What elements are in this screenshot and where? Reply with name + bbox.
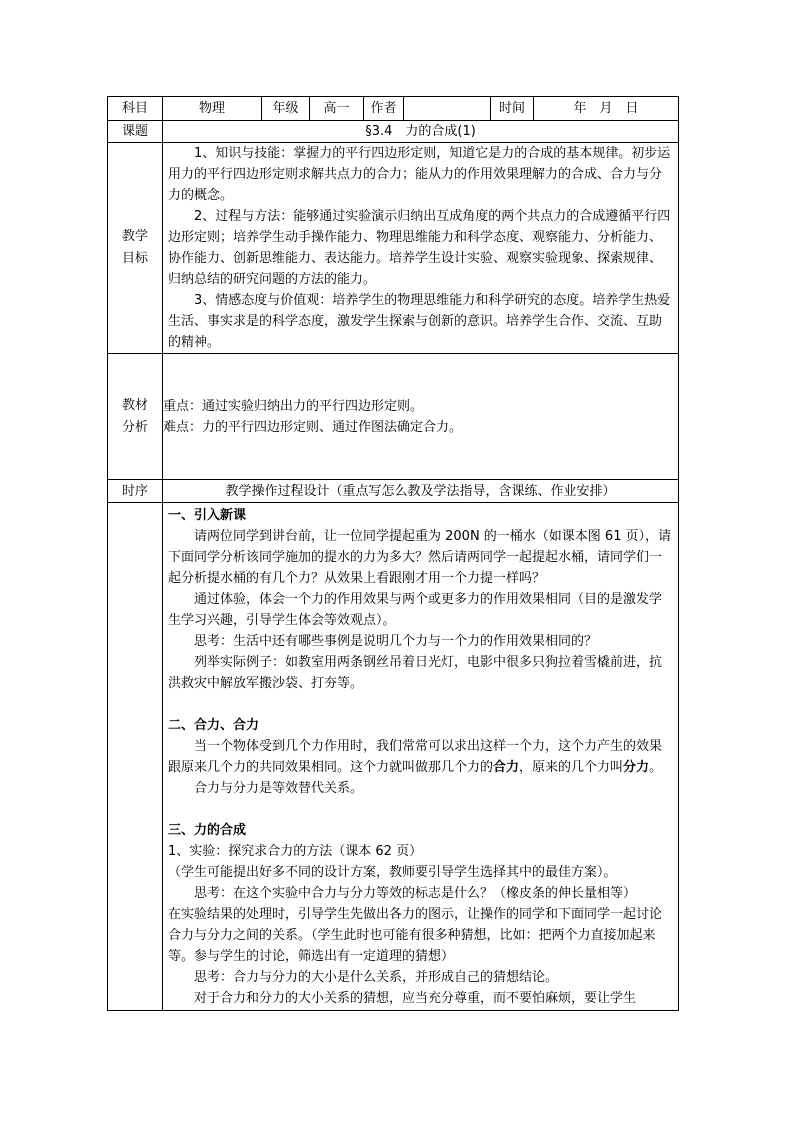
subject-value: 物理 [163,97,262,121]
materials-content [163,354,679,480]
goal-knowledge: 1、知识与技能：掌握力的平行四边形定则，知道它是力的合成的基本规律。初步运用力的平行四边形定则求解共点力的合力；能从力的作用效果理解力的合成、合力与分力的概念。 [168,146,671,203]
materials-label-line2: 分析 [121,419,148,435]
materials-row [108,354,679,480]
grade-value: 高一 [310,97,364,121]
materials-label-line1: 教材 [121,397,148,413]
author-label: 作者 [364,97,404,121]
sequence-label: 时序 [108,480,163,503]
spacer [163,799,678,820]
author-value [404,97,491,121]
goals-label [108,143,163,354]
section-1-para-4: 列举实际例子：如教室用两条钢丝吊着日光灯，电影中很多只狗拉着雪橇前进，抗洪救灾中解放军搬沙袋、打夯等。 [168,654,663,691]
goals-label-line2: 目标 [121,251,148,266]
section-3-para-3: 思考：合力与分力的大小是什么关系，并形成自己的猜想结论。 [194,969,559,985]
difficulty: 难点：力的平行四边形定则、通过作图法确定合力。 [163,419,463,435]
topic-label: 课题 [108,121,163,143]
body-sequence-cell [108,503,163,1011]
resultant-force-term: 合力 [493,759,520,775]
materials-label [108,354,163,480]
section-1-title: 一、引入新课 [168,507,247,523]
section-2-para-2: 合力与分力是等效替代关系。 [194,780,364,796]
section-2-title: 二、合力、合力 [168,717,260,733]
time-label: 时间 [491,97,534,121]
sequence-row [108,480,679,503]
goal-attitude: 3、情感态度与价值观：培养学生的物理思维能力和科学研究的态度。培养学生热爱生活、事实求是的科学态度，激发学生探索与创新的意识。培养学生合作、交流、互助的精神。 [168,293,671,350]
section-3-para-4: 对于合力和分力的大小关系的猜想，应当充分尊重，而不要怕麻烦，要让学生 [194,990,637,1006]
section-2-text-a: 当一个物体受到几个力作用时，我们常常可以求出这样一个力，这个力产生的效果跟原来几个力的共同效果相同。这个力就叫做那几个力的 [168,738,663,775]
spacer [163,694,678,715]
goals-label-line1: 教学 [121,229,148,244]
section-3-line-1: 1、实验：探究求合力的方法（课本 62 页） [168,843,423,859]
body-content [163,503,679,1011]
section-3-title: 三、力的合成 [168,822,247,838]
time-value: 年 月 日 [534,97,679,121]
goal-process: 2、过程与方法：能够通过实验演示归纳出互成角度的两个共点力的合成遵循平行四边形定则；培养学生动手操作能力、物理思维能力和科学态度、观察能力、分析能力、协作能力、创新思维能力、表达能力。培养学生设计实验、观察实验现象、探索规律、归纳总结的研究问题的方法的能力。 [168,209,671,287]
section-3-line-2: （学生可能提出好多不同的设计方案，教师要引导学生选择其中的最佳方案）。 [168,864,617,880]
section-3-para-1: 思考：在这个实验中合力与分力等效的标志是什么？（橡皮条的伸长量相等） [194,885,637,901]
goals-content [163,143,679,354]
section-1-para-2: 通过体验，体会一个力的作用效果与两个或更多力的作用效果相同（目的是激发学生学习兴趣，引导学生体会等效观点）。 [168,591,663,628]
section-2-text-e: 。 [649,759,663,775]
topic-value: §3.4 力的合成(1) [163,121,679,143]
header-row [108,97,679,121]
body-row [108,503,679,1011]
subject-label: 科目 [108,97,163,121]
section-1-para-3: 思考：生活中还有哪些事例是说明几个力与一个力的作用效果相同的？ [194,633,598,649]
section-2-text-c: ，原来的几个力叫 [519,759,624,775]
design-title: 教学操作过程设计（重点写怎么教及学法指导，含课练、作业安排） [163,480,679,503]
lesson-plan-table [107,96,679,1011]
section-1-para-1: 请两位同学到讲台前，让一位同学提起重为 200N 的一桶水（如课本图 61 页），请下面同学分析该同学施加的提水的力为多大？然后请两同学一起提起水桶，请同学们一起分析提水桶的有几个力？从效果上看跟刚才用一个力提一样吗？ [168,528,672,586]
component-force-term: 分力 [623,759,650,775]
section-3-para-2: 在实验结果的处理时，引导学生先做出各力的图示，让操作的同学和下面同学一起讨论合力与分力之间的关系。（学生此时也可能有很多种猜想，比如：把两个力直接加起来等。参与学生的讨论，筛选出有一定道理的猜想） [168,906,663,964]
key-point: 重点：通过实验归纳出力的平行四边形定则。 [163,398,424,414]
topic-row [108,121,679,143]
section-2-para-1 [163,736,678,778]
goals-row [108,143,679,354]
grade-label: 年级 [262,97,310,121]
